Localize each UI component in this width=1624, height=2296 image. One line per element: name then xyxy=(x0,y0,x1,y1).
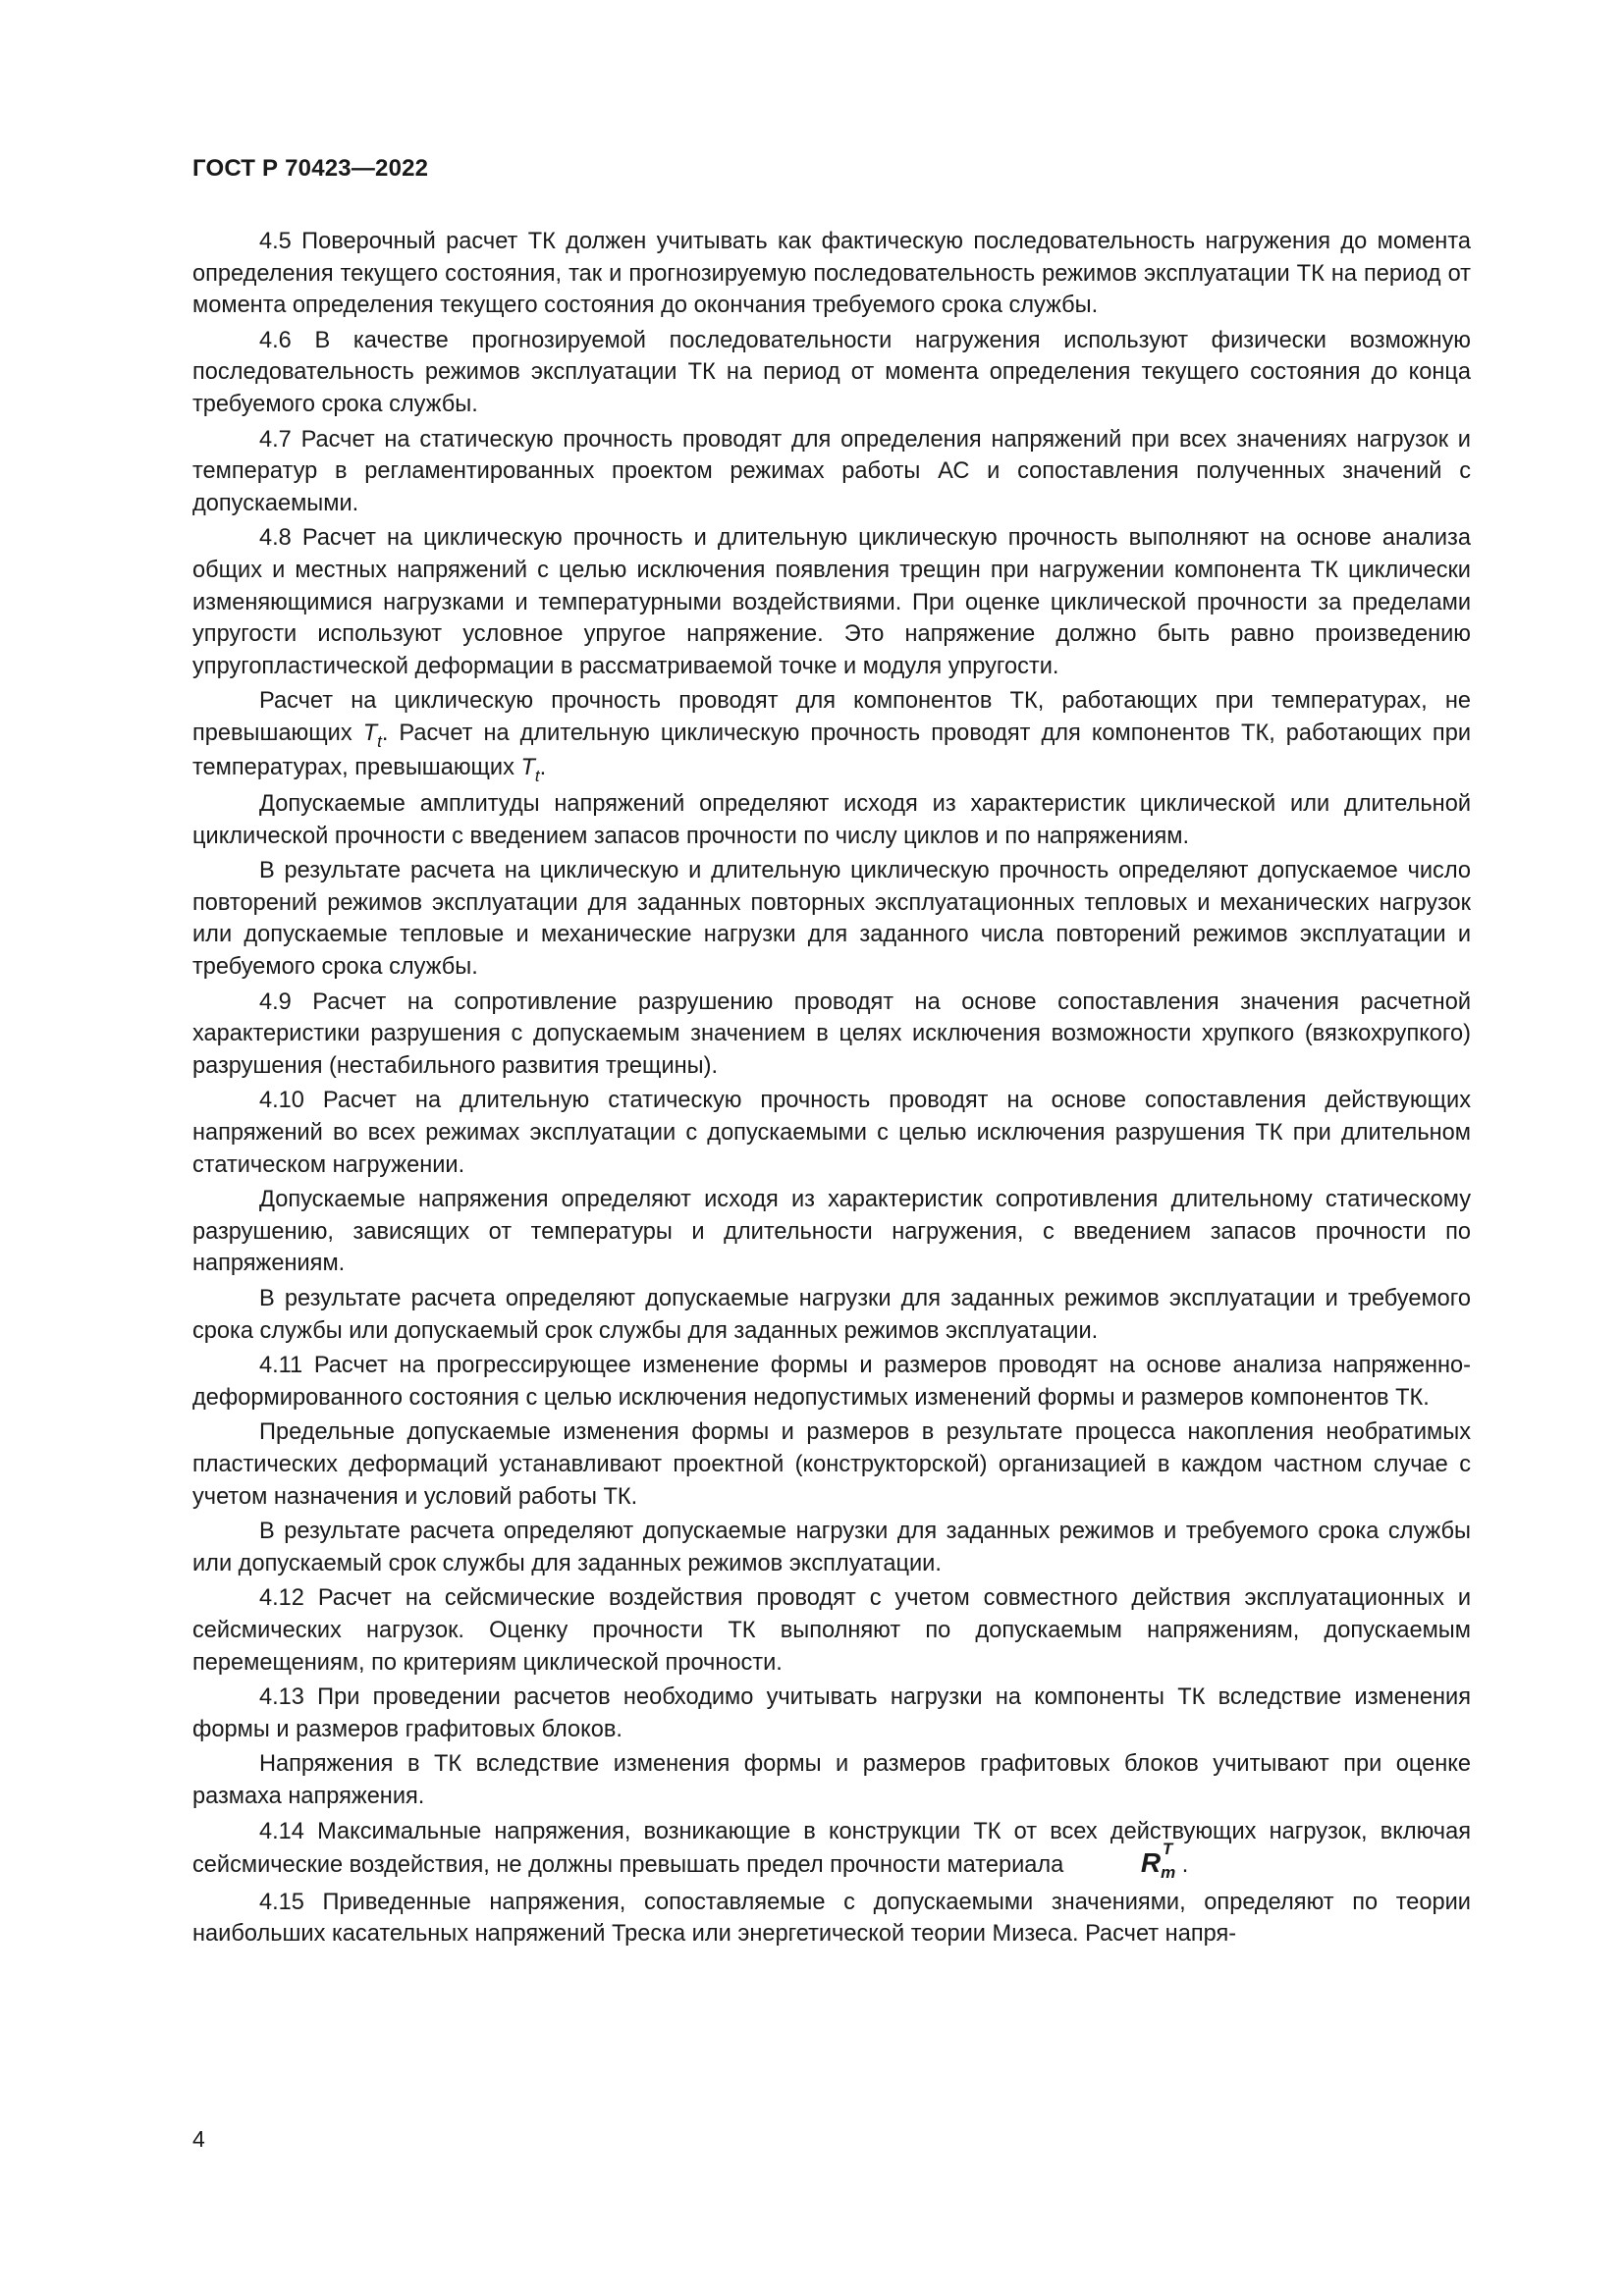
symbol-T: T xyxy=(362,720,378,746)
cyclic-text-end: . xyxy=(539,754,547,780)
paragraph-4-5: 4.5 Поверочный расчет ТК должен учитывать как фактическую последовательность нагружения до момента определения текущего состояния, так и прогнозируемую последовательность режимов эксплуатации ТК на период от момента определения текущего состояния до окончания требуемого срока службы. xyxy=(192,229,1471,319)
paragraph-4-13: 4.13 При проведении расчетов необходимо учитывать нагрузки на компоненты ТК вследствие изменения формы и размеров графитовых блоков. xyxy=(192,1684,1471,1742)
symbol-t-subscript: t xyxy=(377,731,382,751)
paragraph-4-11: 4.11 Расчет на прогрессирующее изменение формы и размеров проводят на основе анализа напряженно-деформированного состояния с целью исключения недопустимых изменений формы и размеров компонентов ТК. xyxy=(192,1353,1471,1411)
paragraph-4-10: 4.10 Расчет на длительную статическую прочность проводят на основе сопоставления действующих напряжений во всех режимах эксплуатации с допускаемыми с целью исключения разрушения ТК при длительном статическом нагружении. xyxy=(192,1088,1471,1178)
rmt-subscript: m xyxy=(1161,1863,1176,1883)
paragraph-graphite: Напряжения в ТК вследствие изменения формы и размеров графитовых блоков учитывают при оценке размаха напряжения. xyxy=(192,1751,1471,1809)
paragraph-cyclic-strength xyxy=(192,685,1471,785)
paragraph-4-14-text: 4.14 Максимальные напряжения, возникающие в конструкции ТК от всех действующих нагрузок, включая сейсмические воздействия, не должны превышать предел прочности материала xyxy=(192,1818,1471,1879)
paragraph-4-15: 4.15 Приведенные напряжения, сопоставляемые с допускаемыми значениями, определяют по теории наибольших касательных напряжений Треска или энергетической теории Мизеса. Расчет напря- xyxy=(192,1889,1471,1948)
document-header: ГОСТ Р 70423—2022 xyxy=(192,155,429,182)
rmt-R: R xyxy=(1140,1847,1162,1879)
cyclic-text-b: . Расчет на длительную циклическую прочность проводят для компонентов ТК, работающих при температурах, превышающих xyxy=(192,720,1471,780)
paragraph-4-12: 4.12 Расчет на сейсмические воздействия проводят с учетом совместного действия эксплуатационных и сейсмических нагрузок. Оценку прочности ТК выполняют по допускаемым напряжениям, допускаемым перемещениям, по критериям циклической прочности. xyxy=(192,1585,1471,1676)
paragraph-4-7: 4.7 Расчет на статическую прочность проводят для определения напряжений при всех значениях нагрузок и температур в регламентированных проектом режимах работы АС и сопоставления полученных значений с допускаемыми. xyxy=(192,426,1471,516)
document-body xyxy=(192,226,1471,1950)
paragraph-result-shape: В результате расчета определяют допускаемые нагрузки для заданных режимов и требуемого срока службы или допускаемый срок службы для заданных режимов эксплуатации. xyxy=(192,1519,1471,1576)
symbol-rm-t xyxy=(1074,1840,1176,1884)
paragraph-4-8: 4.8 Расчет на циклическую прочность и длительную циклическую прочность выполняют на основе анализа общих и местных напряжений с целью исключения появления трещин при нагружении компонента ТК циклически изменяющимися нагрузками и температурными воздействиями. При оценке циклической прочности за пределами упругости используют условное упругое напряжение. Это напряжение должно быть равно произведению упругопластической деформации в рассматриваемой точке и модуля упругости. xyxy=(192,525,1471,679)
symbol-t-subscript-2: t xyxy=(534,766,540,785)
paragraph-shape-limits: Предельные допускаемые изменения формы и размеров в результате процесса накопления необратимых пластических деформаций устанавливают проектной (конструкторской) организацией в каждом частном случае с учетом назначения и условий работы ТК. xyxy=(192,1419,1471,1510)
paragraph-4-9: 4.9 Расчет на сопротивление разрушению проводят на основе сопоставления значения расчетной характеристики разрушения с допускаемым значением в целях исключения возможности хрупкого (вязкохрупкого) разрушения (нестабильного развития трещины). xyxy=(192,988,1471,1079)
paragraph-4-14-end: . xyxy=(1181,1852,1189,1879)
paragraph-4-6: 4.6 В качестве прогнозируемой последовательности нагружения используют физически возможную последовательность режимов эксплуатации ТК на период от момента определения текущего состояния до конца требуемого срока службы. xyxy=(192,327,1471,417)
paragraph-allowable-stress: Допускаемые напряжения определяют исходя из характеристик сопротивления длительному статическому разрушению, зависящих от температуры и длительности нагружения, с введением запасов прочности по напряжениям. xyxy=(192,1187,1471,1277)
symbol-T-2: T xyxy=(520,754,535,780)
page-number: 4 xyxy=(192,2126,205,2152)
paragraph-result-cyclic: В результате расчета на циклическую и длительную циклическую прочность определяют допускаемое число повторений режимов эксплуатации для заданных повторных эксплуатационных тепловых и механических нагрузок или допускаемые тепловые и механические нагрузки для заданного числа повторений режимов эксплуатации и требуемого срока службы. xyxy=(192,858,1471,981)
paragraph-result-static: В результате расчета определяют допускаемые нагрузки для заданных режимов эксплуатации и требуемого срока службы или допускаемый срок службы для заданных режимов эксплуатации. xyxy=(192,1286,1471,1344)
paragraph-amplitudes: Допускаемые амплитуды напряжений определяют исходя из характеристик циклической или длительной циклической прочности с введением запасов прочности по числу циклов и по напряжениям. xyxy=(192,791,1471,849)
rmt-superscript: T xyxy=(1162,1840,1173,1859)
cyclic-text-a: Расчет на циклическую прочность проводят для компонентов ТК, работающих при температурах, не превышающих xyxy=(192,688,1471,746)
paragraph-4-14 xyxy=(192,1816,1471,1884)
